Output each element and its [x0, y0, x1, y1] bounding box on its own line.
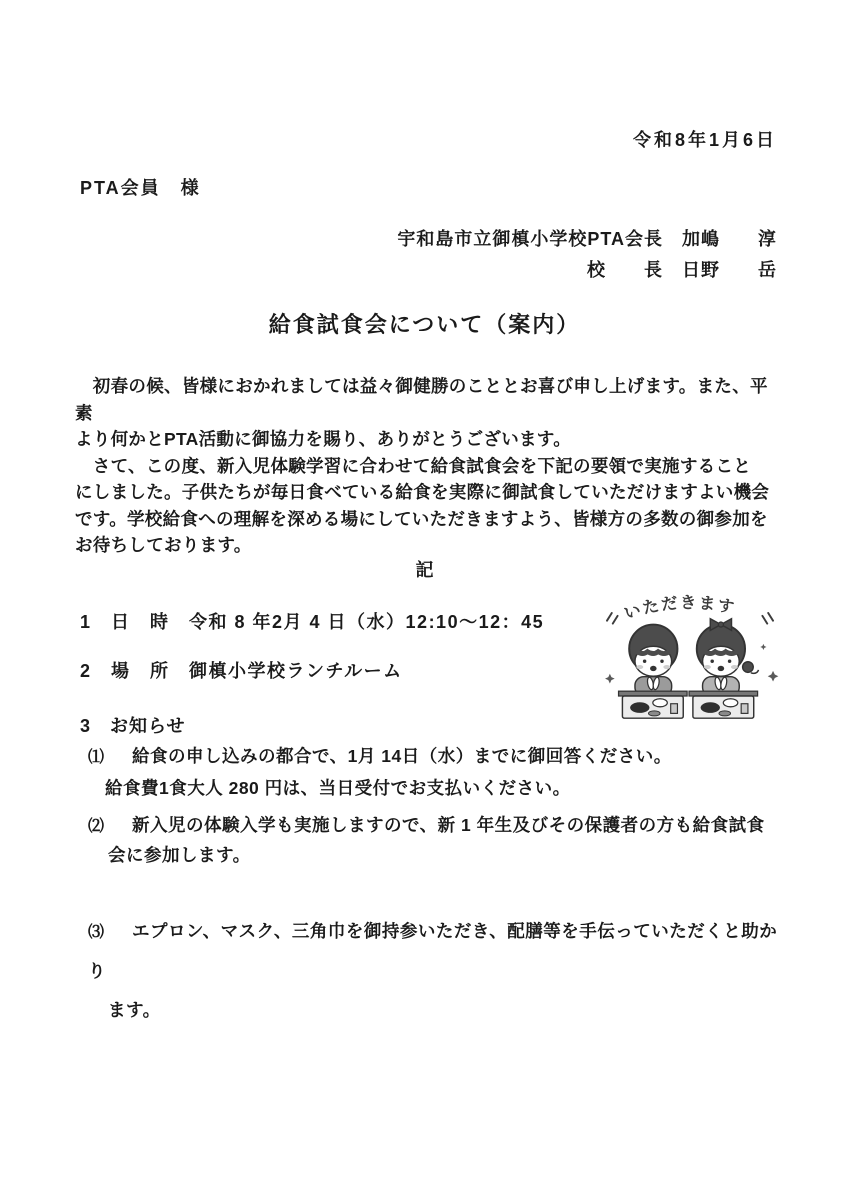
- body-line: より何かとPTA活動に御協力を賜り、ありがとうございます。: [75, 429, 571, 449]
- lunch-tray-left: [619, 691, 688, 718]
- notice-item-text: 給食の申し込みの都合で、1月 14日（水）までに御回答ください。: [132, 746, 672, 766]
- notice-item-number: ⑵: [88, 818, 105, 835]
- sender-line-principal-pta: 宇和島市立御槙小学校PTA会長 加嶋 淳: [397, 229, 777, 249]
- schedule-place-line: 2 場 所 御槙小学校ランチルーム: [80, 661, 403, 681]
- sender-block: [397, 224, 777, 286]
- notice-item-number: ⑶: [88, 924, 105, 941]
- boy-figure: [629, 625, 677, 696]
- notice-item-number: ⑴: [88, 749, 105, 766]
- body-line: さて、この度、新入児体験学習に合わせて給食試食会を下記の要領で実施すること: [75, 455, 752, 476]
- schedule-datetime-line: 1 日 時 令和 8 年2月 4 日（水）12:10～12：45: [80, 612, 545, 632]
- recipient-line: PTA会員 様: [80, 178, 201, 198]
- sender-line-principal: 校 長 日野 岳: [587, 260, 777, 280]
- notice-item-3: [88, 912, 788, 1030]
- date-line: 令和8年1月6日: [632, 130, 777, 150]
- notice-item-text: 新入児の体験入学も実施しますので、新 1 年生及びその保護者の方も給食試食: [132, 815, 765, 835]
- lunch-tray-right: [689, 691, 758, 718]
- body-line: 初春の候、皆様におかれましては益々御健勝のこととお喜び申し上げます。また、平素: [75, 376, 768, 423]
- record-mark: 記: [415, 560, 434, 580]
- lunch-kids-illustration-svg: [598, 584, 782, 724]
- girl-figure: [697, 619, 759, 696]
- lunch-kids-illustration: [598, 584, 782, 724]
- notice-item-text: 会に参加します。: [108, 845, 251, 865]
- notice-item-1: [88, 741, 788, 803]
- page-title: 給食試食会について（案内）: [268, 312, 581, 337]
- notice-heading: 3 お知らせ: [80, 716, 186, 736]
- notice-item-2: [88, 811, 788, 870]
- body-line: お待ちしております。: [75, 535, 252, 555]
- itadakimasu-caption: いただきます: [622, 594, 738, 624]
- greeting-paragraphs: [75, 373, 785, 559]
- body-line: にしました。子供たちが毎日食べている給食を実際に御試食していただけますよい機会: [75, 482, 770, 502]
- body-line: です。学校給食への理解を深める場にしていただきますよう、皆様方の多数の御参加を: [75, 508, 768, 529]
- notice-item-text: ます。: [108, 1000, 161, 1020]
- notice-item-text: 給食費1食大人 280 円は、当日受付でお支払いください。: [105, 778, 571, 798]
- notice-item-text: エプロン、マスク、三角巾を御持参いただき、配膳等を手伝っていただくと助かり: [88, 921, 778, 981]
